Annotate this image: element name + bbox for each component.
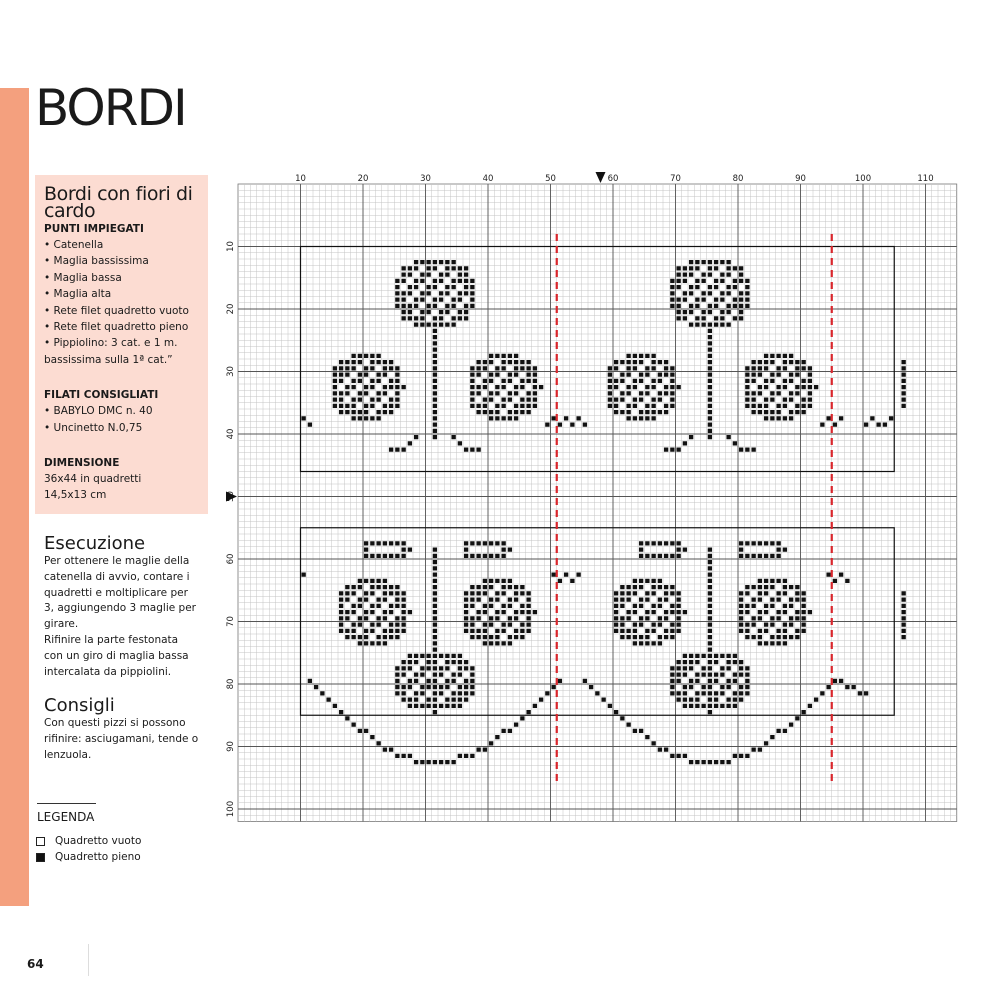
pattern-info-box <box>35 175 208 514</box>
stitch-item: • Pippiolino: 3 cat. e 1 m. bassissima sulla 1ª cat.” <box>44 335 199 368</box>
filled-square-icon <box>36 853 45 862</box>
y-tick-label: 90 <box>226 741 236 752</box>
legend-label: Quadretto pieno <box>55 851 141 863</box>
tips-section <box>44 696 204 763</box>
tips-title: Consigli <box>44 695 115 716</box>
legend-label: Quadretto vuoto <box>55 835 142 847</box>
legend-divider <box>37 803 96 804</box>
stitch-item: • Catenella <box>44 237 199 253</box>
execution-section <box>44 534 204 680</box>
execution-line: con un giro di maglia bassa <box>44 649 189 662</box>
center-column-marker <box>596 172 606 183</box>
side-color-band <box>0 88 29 906</box>
legend-item-empty <box>36 834 141 848</box>
stitches-list <box>44 237 199 368</box>
yarn-item: • Uncinetto N.0,75 <box>44 420 199 436</box>
legend-item-filled <box>36 850 141 864</box>
yarn-item: • BABYLO DMC n. 40 <box>44 403 199 419</box>
execution-line: quadretti e moltiplicare per <box>44 586 188 599</box>
execution-line: intercalata da pippiolini. <box>44 665 172 678</box>
y-tick-label: 30 <box>226 366 236 377</box>
execution-line: 3, aggiungendo 3 maglie per <box>44 602 196 615</box>
x-tick-label: 50 <box>545 174 556 184</box>
x-tick-label: 10 <box>295 174 306 184</box>
x-tick-label: 80 <box>732 174 744 184</box>
y-tick-label: 40 <box>226 428 236 440</box>
size-line: 36x44 in quadretti <box>44 473 142 486</box>
page-number: 64 <box>27 957 44 971</box>
x-tick-label: 110 <box>917 174 934 184</box>
x-tick-label: 40 <box>482 174 494 184</box>
x-tick-label: 60 <box>607 174 619 184</box>
execution-title: Esecuzione <box>44 533 146 554</box>
x-tick-label: 70 <box>670 174 681 184</box>
y-tick-label: 10 <box>226 241 236 252</box>
tips-line: rifinire: asciugamani, tende o <box>44 732 199 745</box>
yarns-list <box>44 403 199 436</box>
x-tick-label: 90 <box>795 174 806 184</box>
legend-title: LEGENDA <box>37 810 95 824</box>
stitch-item: • Maglia bassa <box>44 270 199 286</box>
tips-line: Con questi pizzi si possono <box>44 717 186 729</box>
x-tick-label: 100 <box>854 174 872 184</box>
x-tick-label: 30 <box>420 174 431 184</box>
stitch-item: • Maglia bassissima <box>44 253 199 269</box>
execution-line: Rifinire la parte festonata <box>44 633 179 646</box>
size-title: DIMENSIONE <box>44 457 120 470</box>
size-line: 14,5x13 cm <box>44 489 107 502</box>
tips-line: lenzuola. <box>44 748 92 761</box>
y-tick-label: 20 <box>226 303 236 315</box>
execution-line: catenella di avvio, contare i <box>44 570 190 583</box>
stitches-title: PUNTI IMPIEGATI <box>44 223 144 235</box>
y-tick-label: 80 <box>226 678 236 690</box>
y-tick-label: 70 <box>226 616 236 627</box>
filet-chart <box>224 165 964 830</box>
empty-square-icon <box>36 837 45 846</box>
footer-divider <box>88 944 89 976</box>
stitch-item: • Rete filet quadretto vuoto <box>44 303 199 319</box>
pattern-heading: Bordi con fiori di cardo <box>44 183 193 222</box>
yarns-title: FILATI CONSIGLIATI <box>44 389 159 402</box>
y-tick-label: 60 <box>226 553 236 565</box>
execution-line: girare. <box>44 618 79 631</box>
x-tick-label: 20 <box>357 174 369 184</box>
page-title: BORDI <box>35 79 186 137</box>
stitch-item: • Rete filet quadretto pieno <box>44 319 199 335</box>
y-tick-label: 100 <box>226 800 236 818</box>
stitch-item: • Maglia alta <box>44 286 199 302</box>
execution-line: Per ottenere le maglie della <box>44 555 190 567</box>
